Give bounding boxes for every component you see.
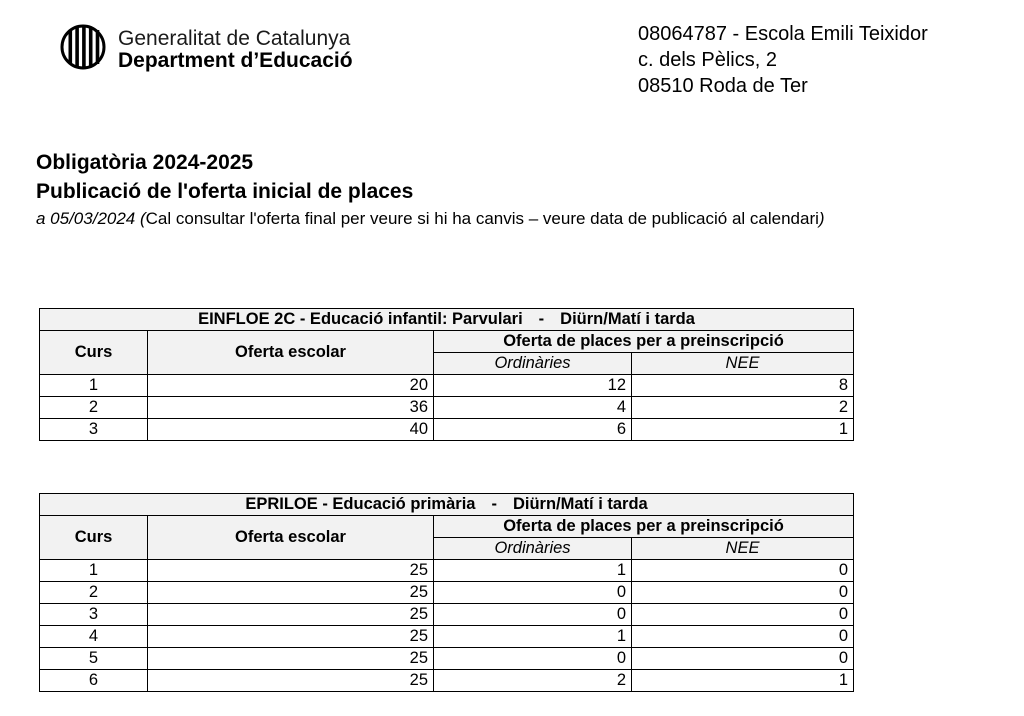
- cell-nee: 8: [632, 375, 854, 397]
- places-table-primaria: [39, 493, 854, 692]
- page-subtitle: Publicació de l'oferta inicial de places: [36, 180, 414, 203]
- note-close: ): [818, 209, 825, 228]
- col-curs: Curs: [40, 331, 148, 375]
- cell-nee: 1: [632, 670, 854, 692]
- cell-oferta: 25: [148, 582, 434, 604]
- cell-curs: 3: [40, 419, 148, 441]
- col-curs: Curs: [40, 516, 148, 560]
- page-title: Obligatòria 2024-2025: [36, 151, 254, 174]
- cell-curs: 4: [40, 626, 148, 648]
- cell-nee: 2: [632, 397, 854, 419]
- table-row: [40, 582, 854, 604]
- cell-oferta: 20: [148, 375, 434, 397]
- cell-oferta: 25: [148, 670, 434, 692]
- table-schedule: Diürn/Matí i tarda: [512, 495, 648, 513]
- publication-date: a 05/03/2024: [36, 209, 136, 228]
- school-street: c. dels Pèlics, 2: [638, 49, 777, 71]
- cell-ordinaries: 1: [434, 560, 632, 582]
- table-name: EPRILOE - Educació primària: [245, 495, 476, 513]
- note-open: (: [135, 209, 146, 228]
- school-address: [638, 21, 928, 99]
- cell-oferta: 25: [148, 648, 434, 670]
- cell-oferta: 25: [148, 626, 434, 648]
- cell-nee: 0: [632, 648, 854, 670]
- school-city: 08510 Roda de Ter: [638, 75, 808, 97]
- table-row: [40, 670, 854, 692]
- organization-name: [118, 28, 353, 72]
- col-oferta-escolar: Oferta escolar: [148, 516, 434, 560]
- table-title: [40, 309, 854, 331]
- cell-ordinaries: 1: [434, 626, 632, 648]
- cell-curs: 3: [40, 604, 148, 626]
- table-dash: -: [491, 495, 497, 513]
- document-heading: [36, 148, 825, 231]
- cell-nee: 0: [632, 626, 854, 648]
- cell-ordinaries: 0: [434, 648, 632, 670]
- table-dash: -: [538, 310, 545, 328]
- col-nee: NEE: [632, 538, 854, 560]
- places-table-infantil: [39, 308, 854, 441]
- generalitat-logo-icon: [60, 24, 106, 70]
- table-row: [40, 648, 854, 670]
- cell-curs: 2: [40, 582, 148, 604]
- cell-ordinaries: 2: [434, 670, 632, 692]
- table-row: [40, 419, 854, 441]
- col-nee: NEE: [632, 353, 854, 375]
- cell-oferta: 40: [148, 419, 434, 441]
- cell-curs: 1: [40, 560, 148, 582]
- cell-nee: 0: [632, 582, 854, 604]
- cell-curs: 6: [40, 670, 148, 692]
- table-row: [40, 560, 854, 582]
- col-oferta-places: Oferta de places per a preinscripció: [434, 331, 854, 353]
- org-line-1: Generalitat de Catalunya: [118, 27, 351, 50]
- col-oferta-places: Oferta de places per a preinscripció: [434, 516, 854, 538]
- cell-ordinaries: 12: [434, 375, 632, 397]
- cell-ordinaries: 0: [434, 604, 632, 626]
- publication-note: [36, 207, 825, 231]
- cell-ordinaries: 4: [434, 397, 632, 419]
- table-schedule: Diürn/Matí i tarda: [560, 310, 695, 328]
- col-ordinaries: Ordinàries: [434, 538, 632, 560]
- cell-ordinaries: 0: [434, 582, 632, 604]
- cell-nee: 0: [632, 604, 854, 626]
- col-ordinaries: Ordinàries: [434, 353, 632, 375]
- cell-oferta: 25: [148, 604, 434, 626]
- table-row: [40, 604, 854, 626]
- table-row: [40, 397, 854, 419]
- table-name: EINFLOE 2C - Educació infantil: Parvulari: [198, 310, 523, 328]
- cell-oferta: 36: [148, 397, 434, 419]
- note-text: Cal consultar l'oferta final per veure si hi ha canvis – veure data de publicació al calendari: [145, 209, 819, 228]
- table-title: [40, 494, 854, 516]
- org-line-2: Department d’Educació: [118, 49, 353, 72]
- table-row: [40, 626, 854, 648]
- cell-nee: 0: [632, 560, 854, 582]
- cell-curs: 2: [40, 397, 148, 419]
- cell-curs: 1: [40, 375, 148, 397]
- cell-oferta: 25: [148, 560, 434, 582]
- col-oferta-escolar: Oferta escolar: [148, 331, 434, 375]
- table-row: [40, 375, 854, 397]
- cell-curs: 5: [40, 648, 148, 670]
- cell-nee: 1: [632, 419, 854, 441]
- school-code-name: 08064787 - Escola Emili Teixidor: [638, 23, 928, 45]
- cell-ordinaries: 6: [434, 419, 632, 441]
